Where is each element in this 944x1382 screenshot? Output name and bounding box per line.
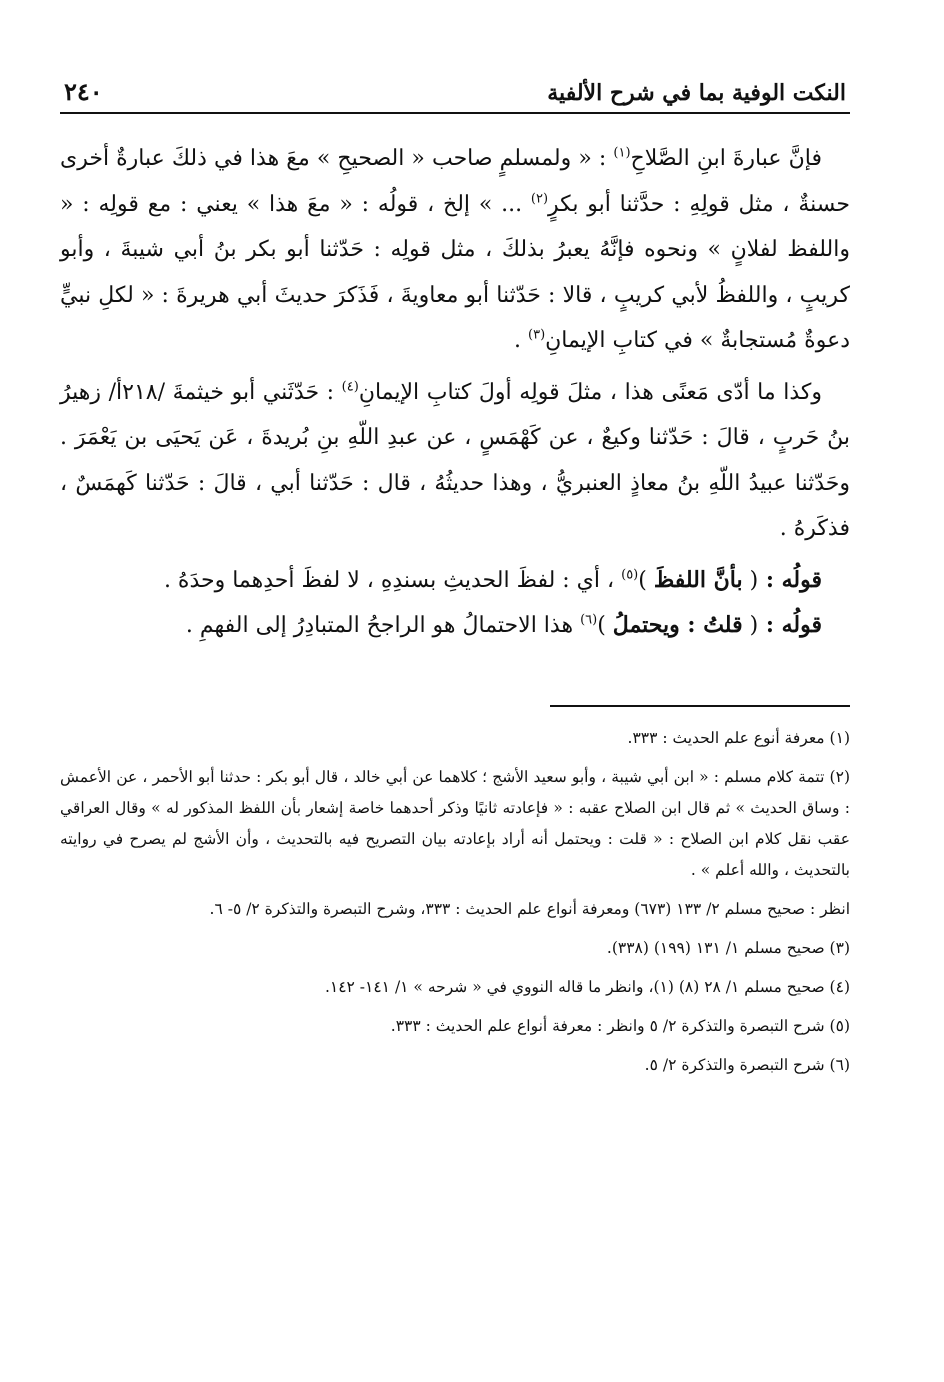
paragraph-4	[60, 603, 850, 649]
quoted-phrase: بأنَّ اللفظَ	[653, 566, 743, 593]
footnote-number: (٢)	[829, 767, 850, 786]
footnote-marker: (٣)	[528, 327, 546, 343]
footnote-number: (٣)	[829, 938, 850, 957]
text-run: ... » إلخ ، قولُه : « معَ هذا » يعني : مع قولِه : « واللفظ لفلانٍ » ونحوه فإنَّهُ يعبرُ بذلكَ ، مثل قولِه : حَدّثنا أبو بكر بنُ أبي شيبةَ ، وأبو كريبٍ ، واللفظُ لأبي كريبٍ ، قالا : حَدّثنا أبو معاويةَ ، فَذَكرَ حديثَ أبي هريرةَ : « لكلِ نبيٍّ دعوةٌ مُستجابةٌ » في كتابِ الإيمانِ	[60, 191, 850, 353]
footnote-marker: (٢)	[530, 191, 549, 207]
paragraph-2	[60, 370, 850, 552]
footnote-text: شرح التبصرة والتذكرة ٢/ ٥.	[644, 1055, 825, 1074]
book-page	[60, 62, 850, 1352]
paragraph-1	[60, 136, 850, 364]
footnote-number: (٦)	[829, 1055, 850, 1074]
text-run: (	[742, 567, 759, 593]
text-run: هذا الاحتمالُ هو الراجحُ المتبادِرُ إلى الفهمِ .	[185, 613, 581, 638]
quoted-phrase: قلتُ : ويحتملُ	[612, 612, 743, 638]
text-run: )	[597, 613, 613, 638]
footnote-item	[60, 723, 850, 754]
footnote-divider	[550, 705, 850, 707]
footnote-marker: (١)	[613, 145, 631, 161]
footnote-item	[60, 972, 850, 1003]
footnote-marker: (٦)	[580, 612, 598, 628]
page-header	[60, 62, 850, 114]
footnote-item	[60, 894, 850, 925]
footnote-item	[60, 1050, 850, 1081]
footnote-number: (١)	[829, 728, 850, 747]
text-run: : حَدّثَني أبو خيثمةَ /٢١٨أ/ زهيرُ بنُ حَربٍ ، قالَ : حَدّثنا وكيعٌ ، عن كَهْمَسٍ ، عن عبدِ اللّهِ بنِ بُريدةَ ، عَن يَحيَى بن يَعْمَرَ . وحَدّثنا عبيدُ اللّهِ بنُ معاذٍ العنبريُّ ، وهذا حديثُهُ ، قال : حَدّثنا أبي ، قالَ : حَدّثنا كَهمَسٌ ، فذكَرهُ .	[60, 379, 850, 541]
footnote-text: شرح التبصرة والتذكرة ٢/ ٥ وانظر : معرفة أنواع علم الحديث : ٣٣٣.	[390, 1016, 825, 1035]
footnote-text: صحيح مسلم ١/ ١٣١ (١٩٩) (٣٣٨).	[606, 938, 825, 957]
running-title: النكت الوفية بما في شرح الألفية	[547, 80, 846, 106]
paragraph-3	[60, 558, 850, 604]
footnote-text: انظر : صحيح مسلم ٢/ ١٣٣ (٦٧٣) ومعرفة أنواع علم الحديث : ٣٣٣، وشرح التبصرة والتذكرة ٢/ ٥- ٦.	[209, 899, 850, 918]
text-run: (	[742, 613, 759, 638]
main-text	[60, 136, 850, 649]
footnote-marker: (٤)	[341, 379, 359, 395]
footnote-item	[60, 933, 850, 964]
page-number: ٢٤٠	[64, 77, 103, 106]
footnote-text: صحيح مسلم ١/ ٢٨ (٨) (١)، وانظر ما قاله النووي في « شرحه » ١/ ١٤١- ١٤٢.	[324, 977, 825, 996]
footnote-item	[60, 762, 850, 886]
text-run: وكذا ما أدّى مَعنًى هذا ، مثلَ قولِه أولَ كتابِ الإيمانِ	[358, 379, 822, 405]
footnote-text: معرفة أنوع علم الحديث : ٣٣٣.	[627, 728, 825, 747]
footnote-number: (٥)	[829, 1016, 850, 1035]
text-run: فإنَّ عبارةَ ابنِ الصَّلاحِ	[630, 146, 822, 171]
footnotes-section	[60, 723, 850, 1081]
text-run: قولُه :	[758, 566, 822, 593]
footnote-marker: (٥)	[621, 567, 639, 583]
text-run: ، أي : لفظَ الحديثِ بسندِهِ ، لا لفظَ أحدِهما وحدَهُ .	[163, 567, 622, 593]
footnote-text: تتمة كلام مسلم : « ابن أبي شيبة ، وأبو سعيد الأشج ؛ كلاهما عن أبي خالد ، قال أبو بكر : حدثنا أبو الأحمر ، عن الأعمش : وساق الحديث » ثم قال ابن الصلاح عقبه : « فإعادته ثانيًا وذكر أحدهما خاصة إشعار بأن اللفظ المذكور له » وقال العراقي عقب نقل كلام ابن الصلاح : « قلت : ويحتمل أنه أراد بإعادته بيان التصريح فيه بالتحديث ، وأن الأشج لم يصرح في روايته بالتحديث ، والله أعلم » .	[60, 767, 850, 879]
footnote-number: (٤)	[829, 977, 850, 996]
text-run: .	[514, 328, 528, 353]
text-run: : « ولمسلمٍ صاحب « الصحيحِ » معَ هذا في ذلكَ عبارةٌ أخرى حسنةٌ ، مثل قولِهِ : حدَّثنا أبو بكرٍ	[60, 146, 850, 217]
text-run: قولُه :	[758, 612, 822, 638]
footnote-item	[60, 1011, 850, 1042]
text-run: )	[638, 567, 654, 593]
